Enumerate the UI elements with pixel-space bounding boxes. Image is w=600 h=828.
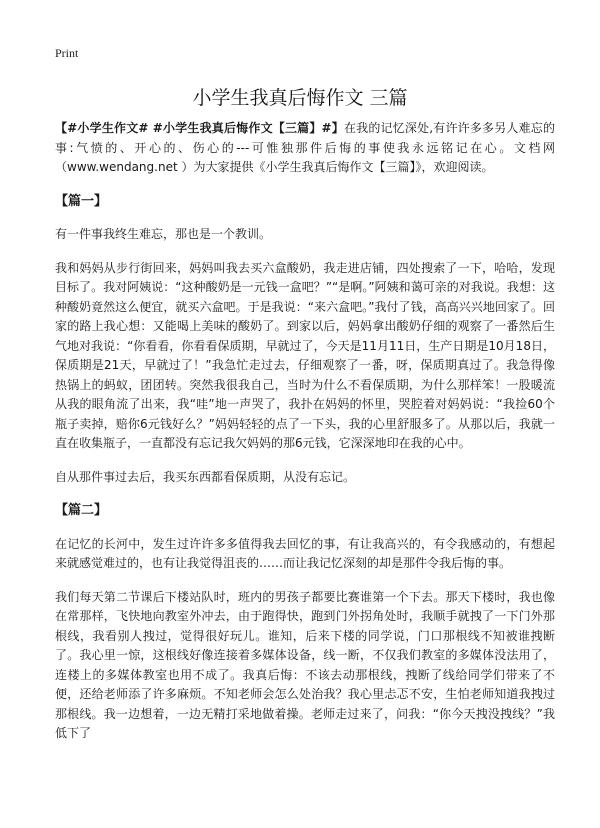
print-label: Print — [55, 46, 79, 60]
section-1-paragraph-2: 我和妈妈从步行街回来，妈妈叫我去买六盒酸奶，我走进店铺，四处搜索了一下，哈哈，发现目标了。我对阿姨说：“这种酸奶是一元钱一盒吧？”“是啊。”阿姨和蔼可亲的对我说。我想：这种酸奶竟然这么便宜，就买六盒吧。于是我说：“来六盒吧。”我付了钱，高高兴兴地回家了。回家的路上我心想：又能喝上美味的酸奶了。到家以后，妈妈拿出酸奶仔细的观察了一番然后生气地对我说：“你看看，你看看保质期，早就过了，今天是11月11日，生产日期是10月18日，保质期是21天，早就过了！”我急忙走过去，仔细观察了一番，呀，保质期真过了。我急得像热锅上的蚂蚁，团团转。突然我很我自己，当时为什么不看保质期，为什么那样笨！一股暖流从我的眼角流了出来，我“哇”地一声哭了，我扑在妈妈的怀里，哭腔着对妈妈说：“我捡60个瓶子卖掉，赔你6元钱好么？”妈妈轻轻的点了一下头，我的心里舒服多了。从那以后，我就一直在收集瓶子，一直都没有忘记我欠妈妈的那6元钱，它深深地印在我的心中。 — [55, 260, 555, 450]
intro-text: 在我的记忆深处,有许许多多另人难忘的事:气愤的、开心的、伤心的---可惟独那件后悔的事使我永远铭记在心。文档网（www.wendang.net ）为大家提供《小学生我真后悔作文【三篇】》，欢迎阅读。 — [55, 121, 555, 174]
intro-lead: 【#小学生作文# #小学生我真后悔作文【三篇】#】 — [55, 121, 344, 135]
section-1-paragraph-1: 有一件事我终生难忘，那也是一个教训。 — [55, 227, 272, 241]
intro-paragraph — [55, 119, 555, 178]
section-heading-2: 【篇二】 — [55, 503, 108, 518]
article-body — [55, 119, 555, 758]
section-2-paragraph-1: 在记忆的长河中，发生过许许多多值得我去回忆的事，有让我高兴的，有令我感动的，有想起来就感觉难过的，也有让我觉得沮丧的……而让我记忆深刻的却是那件令我后悔的事。 — [55, 536, 555, 570]
section-1-paragraph-3: 自从那件事过去后，我买东西都看保质期，从没有忘记。 — [55, 469, 356, 484]
page-title: 小学生我真后悔作文 三篇 — [192, 87, 408, 109]
section-heading-1: 【篇一】 — [55, 193, 108, 209]
section-2-paragraph-2: 我们每天第二节课后下楼站队时，班内的男孩子都要比赛谁第一个下去。那天下楼时，我也像在常那样，飞快地向教室外冲去，由于跑得快，跑到门外拐角处时，我顺手就拽了一下门外那根线，我看别人拽过，觉得很好玩儿。谁知，后来下楼的同学说，门口那根线不知被谁拽断了。我心里一惊，这根线好像连接着多媒体设备，线一断，不仅我们教室的多媒体没法用了，连楼上的多媒体教室也用不成了。我真后悔：不该去动那根线，拽断了线给同学们带来了不便，还给老师添了许多麻烦。不知老师会怎么处治我？我心里忐忑不安，生怕老师知道我拽过那根线。我一边想着，一边无精打采地做着操。老师走过来了，问我：“你今天拽没拽线？”我低下了 — [55, 589, 555, 740]
